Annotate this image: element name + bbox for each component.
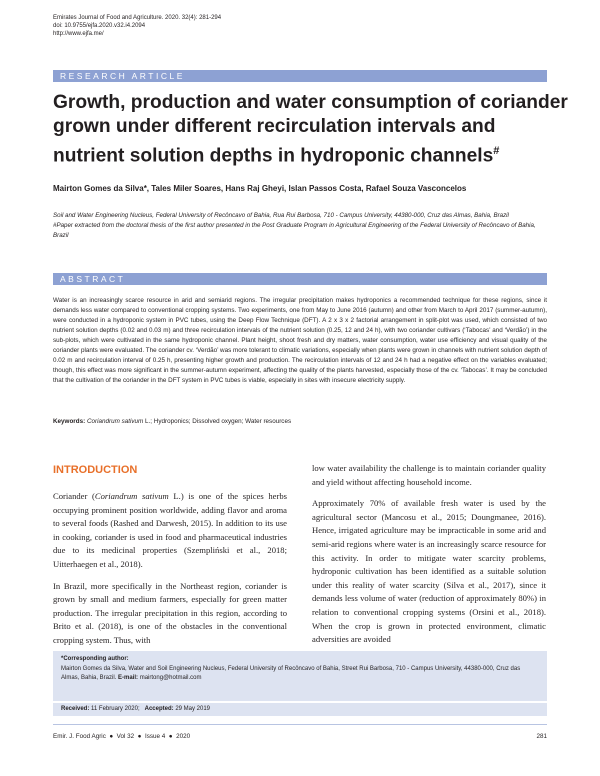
intro-paragraph-1 <box>53 490 287 572</box>
title-line-1: Growth, production and water consumption of coriander <box>53 92 568 113</box>
footer-year: 2020 <box>176 733 191 740</box>
footer-volume: Vol 32 <box>116 733 135 740</box>
p1-start: Coriander ( <box>53 491 95 501</box>
corresponding-author-box <box>53 651 547 701</box>
keywords-list: L.; Hydroponics; Dissolved oxygen; Water resources <box>145 418 292 425</box>
p1-rest: L.) is one of the spices herbs occupying prominent position worldwide, adding flavor and aroma to several foods (Rashed and Darwesh, 2015). In addition to its use in cooking, coriander is used in food and pharmaceutical industries due to its medicinal properties (Szempliński et al., 2018; Uitterhaegen et al., 2018). <box>53 491 287 569</box>
title-line-3-text: nutrient solution depths in hydroponic channels <box>53 145 494 167</box>
intro-paragraph-4: Approximately 70% of available fresh water is used by the agricultural sector (Mancosu et al., 2015; Doungmanee, 2016). Hence, irrigated agriculture may be impracticable in some arid and semi-arid regions where water is an increasingly scarce resource for this activity. In order to mitigate water scarcity problems, hydroponic cultivation has been identified as a suitable solution under this reality of water scarcity (Silva et al., 2017), since it demands less volume of water (reduction of approximately 80%) in relation to conventional cropping systems (Orsini et al., 2018). When the crop is grown in protected environment, climatic adversities are avoided <box>312 498 546 645</box>
journal-citation: Emirates Journal of Food and Agriculture. 2020. 32(4): 281-294 <box>53 15 222 21</box>
keywords <box>53 417 547 427</box>
affiliation: Soil and Water Engineering Nucleus, Federal University of Recôncavo of Bahia, Rua Rui Barbosa, 710 - Campus University, 44380-000, Cruz das Almas, Bahia, Brazil <box>53 212 509 219</box>
dates-box <box>53 703 547 716</box>
email-link[interactable]: mairtong@hotmail.com <box>139 675 202 681</box>
footer-citation <box>53 732 190 741</box>
email-label: E-mail: <box>118 675 139 681</box>
intro-column-right <box>312 462 546 655</box>
accepted-date: 29 May 2019 <box>175 706 211 712</box>
corresponding-heading: *Corresponding author: <box>61 656 129 662</box>
accepted-label: Accepted: <box>144 706 174 712</box>
bullet-icon: ● <box>167 733 175 740</box>
intro-paragraph-2: In Brazil, more specifically in the Northeast region, coriander is grown by small and medium farmers, especially for green matter production. The irregular precipitation in this region, according to Brito et al. (2018), is one of the obstacles in the conventional cropping system. Thus, with <box>53 580 287 645</box>
introduction-heading: INTRODUCTION <box>53 464 138 476</box>
thesis-note: #Paper extracted from the doctoral thesis of the first author presented in the Post Graduate Program in Agricultural Engineering of the Federal University of Recôncavo of Bahia, Brazil <box>53 222 536 239</box>
title-line-2: grown under different recirculation intervals and <box>53 116 496 137</box>
footer-issue: Issue 4 <box>144 733 166 740</box>
bullet-icon: ● <box>107 733 115 740</box>
abstract-heading: ABSTRACT <box>53 273 547 285</box>
p1-species: Coriandrum sativum <box>94 491 169 501</box>
keywords-label: Keywords: <box>53 418 86 425</box>
keywords-species: Coriandrum sativum <box>86 418 144 425</box>
article-type-band: RESEARCH ARTICLE <box>53 70 547 82</box>
affiliations <box>53 211 547 241</box>
author-list: Mairton Gomes da Silva*, Tales Miler Soares, Hans Raj Gheyi, Islan Passos Costa, Rafael Souza Vasconcelos <box>53 184 467 193</box>
title-mark: # <box>493 145 500 157</box>
intro-column-left <box>53 490 287 656</box>
corresponding-address: Mairton Gomes da Silva, Water and Soil Engineering Nucleus, Federal University of Recôncavo of Bahia, Street Rui Barbosa, 710 - Campus University, 44380-000, Cruz das Almas, Bahia, Brazil. <box>61 665 521 681</box>
intro-paragraph-3: low water availability the challenge is to maintain coriander quality and yield without affecting household income. <box>312 463 546 487</box>
abstract-text: Water is an increasingly scarce resource in arid and semiarid regions. The irregular precipitation makes hydroponics a recommended technique for these regions, since it demands less water compared to conventional cropping systems. Two experiments, one from May to June 2016 (autumn) and other from March to April 2017 (summer-autumn), were conducted in a hydroponic system in PVC tubes, using the Deep Flow Technique (DFT). A 2 x 3 x 2 factorial arrangement in split-plot was used, which consisted of two nutrient solution depths (0.02 and 0.03 m) and three recirculation intervals of the nutrient solution (0.25, 12 and 24 h), with two coriander cultivars (‘Tabocas’ and ‘Verdão’) in the sub-plots, which were cultivated in the same hydroponic channel. Plant height, shoot fresh and dry matters, water consumption, water use efficiency and visual quality of the coriander plants were evaluated. The coriander cv. ‘Verdão’ was more tolerant to climatic variations, especially when plants were grown in channels with nutrient solution depth of 0.02 m and recirculation interval of 0.25 h, presenting higher growth and production. The recirculation intervals of 12 and 24 h had a negative effect on the variables evaluated; though, this effect was more significant in the summer-autumn experiment, affecting the quality of the plants harvested, especially those of the cv. ‘Tabocas’. It may be concluded that the cultivation of the coriander in the DFT system in PVC tubes is viable, especially in sites with insecure electricity supply. <box>53 297 547 384</box>
title-line-3 <box>53 139 547 168</box>
corresponding-text <box>61 665 539 684</box>
received-date: 11 February 2020; <box>91 706 140 712</box>
received-label: Received: <box>61 706 90 712</box>
bullet-icon: ● <box>135 733 144 740</box>
footer-journal: Emir. J. Food Agric <box>53 733 106 740</box>
footer-divider <box>53 724 547 725</box>
page-number: 281 <box>536 733 547 740</box>
doi-line[interactable]: doi: 10.9755/ejfa.2020.v32.i4.2094 <box>53 23 146 29</box>
article-title <box>53 91 568 168</box>
journal-url[interactable]: http://www.ejfa.me/ <box>53 31 104 37</box>
